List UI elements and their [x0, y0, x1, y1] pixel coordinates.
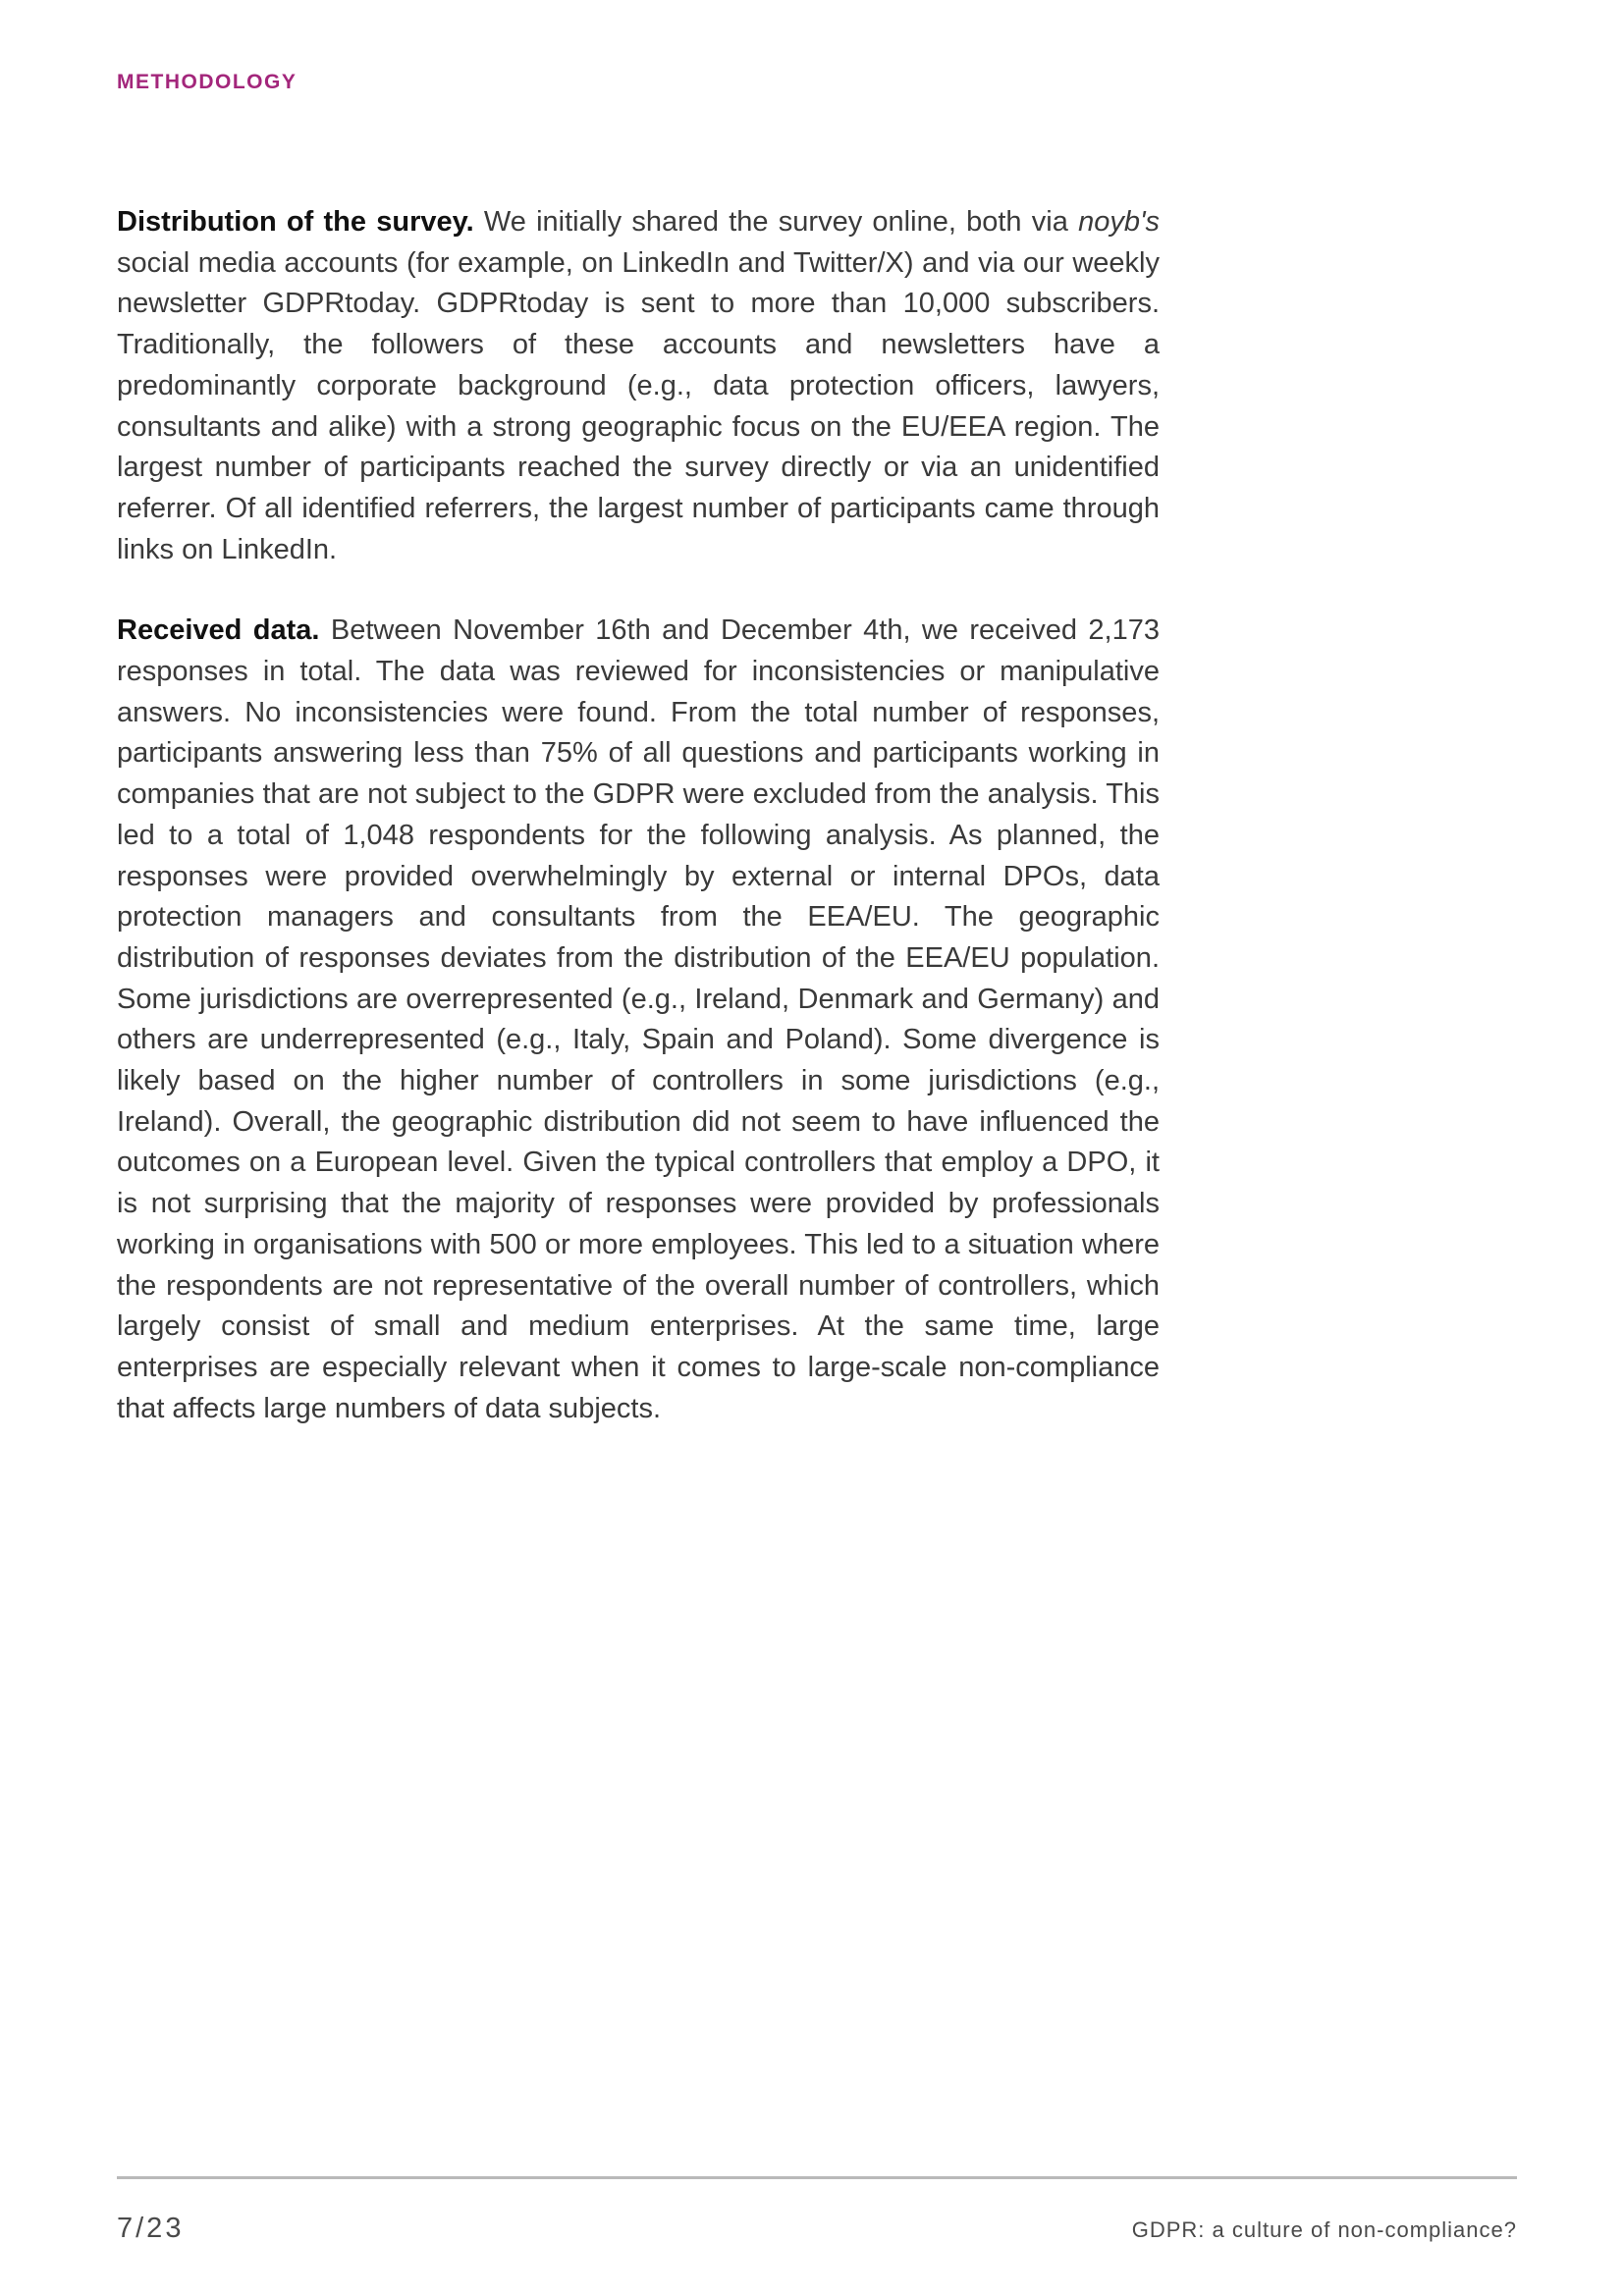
page-number: 7/23 [117, 2213, 185, 2244]
footer-divider [117, 2176, 1517, 2179]
paragraph-text: We initially shared the survey online, both via [473, 206, 1079, 238]
main-content [117, 202, 1160, 1469]
paragraph-lead: Distribution of the survey. [117, 206, 474, 238]
document-title: GDPR: a culture of non-compliance? [1131, 2217, 1517, 2242]
paragraph-emphasis: noyb's [1078, 206, 1160, 238]
paragraph-received-data [117, 611, 1160, 1429]
paragraph-text: Between November 16th and December 4th, we received 2,173 responses in total. The data was reviewed for inconsistencies or manipulative answers. No inconsistencies were found. From the total number of responses, participants answering less than 75% of all questions and participants working in companies that are not subject to the GDPR were excluded from the analysis. This led to a total of 1,048 respondents for the following analysis. As planned, the responses were provided overwhelmingly by external or internal DPOs, data protection managers and consultants from the EEA/EU. The geographic distribution of responses deviates from the distribution of the EEA/EU population. Some jurisdictions are overrepresented (e.g., Ireland, Denmark and Germany) and others are underrepresented (e.g., Italy, Spain and Poland). Some divergence is likely based on the higher number of controllers in some jurisdictions (e.g., Ireland). Overall, the geographic distribution did not seem to have influenced the outcomes on a European level. Given the typical controllers that employ a DPO, it is not surprising that the majority of responses were provided by professionals working in organisations with 500 or more employees. This led to a situation where the respondents are not representative of the overall number of controllers, which largely consist of small and medium enterprises. At the same time, large enterprises are especially relevant when it comes to large-scale non-compliance that affects large numbers of data subjects. [117, 614, 1160, 1424]
paragraph-lead: Received data. [117, 614, 320, 647]
section-label: METHODOLOGY [117, 71, 298, 93]
paragraph-text: social media accounts (for example, on LinkedIn and Twitter/X) and via our weekly newsletter GDPRtoday. GDPRtoday is sent to more than 10,000 subscribers. Traditionally, the followers of these accounts and newsletters have a predominantly corporate background (e.g., data protection officers, lawyers, consultants and alike) with a strong geographic focus on the EU/EEA region. The largest number of participants reached the survey directly or via an unidentified referrer. Of all identified referrers, the largest number of participants came through links on LinkedIn. [117, 246, 1160, 565]
paragraph-distribution [117, 202, 1160, 570]
